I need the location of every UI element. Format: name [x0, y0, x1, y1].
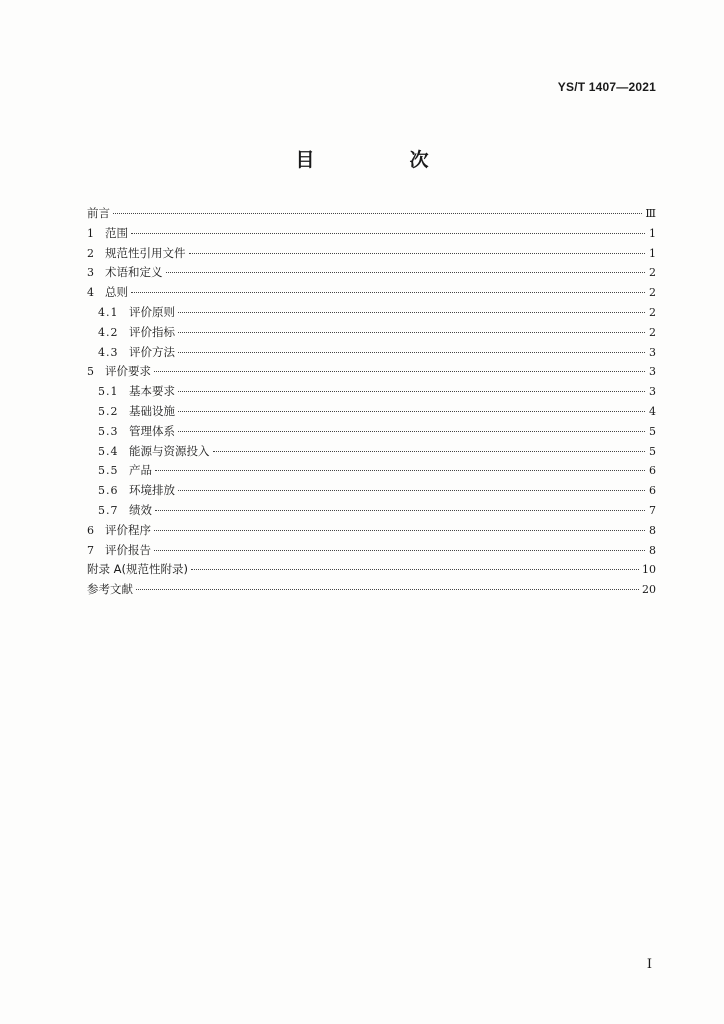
toc-entry-label: 总则: [105, 285, 128, 300]
toc-entry-page: 1: [649, 226, 656, 240]
toc-entry-page: 2: [649, 286, 656, 300]
toc-entry-label: 评价要求: [105, 364, 151, 379]
toc-entry-page: 6: [649, 464, 656, 478]
toc-entry[interactable]: [87, 224, 656, 244]
toc-entry[interactable]: [87, 501, 656, 521]
toc-entry[interactable]: [87, 303, 656, 323]
toc-entry-number: 5.7: [98, 503, 119, 517]
toc-entry-number: 4.1: [98, 305, 119, 319]
toc-leader-dots: [155, 470, 645, 471]
toc-leader-dots: [131, 233, 645, 234]
toc-entry[interactable]: [87, 481, 656, 501]
toc-leader-dots: [189, 253, 646, 254]
toc-entry-label: 前言: [87, 206, 110, 220]
toc-entry[interactable]: [87, 422, 656, 442]
toc-leader-dots: [113, 213, 642, 214]
toc-entry-page: 6: [649, 484, 656, 498]
toc-entry-label: 评价指标: [129, 324, 175, 339]
toc-entry-label: 产品: [129, 463, 152, 478]
toc-entry[interactable]: [87, 263, 656, 283]
toc-entry[interactable]: [87, 461, 656, 481]
toc-entry-page: 3: [649, 365, 656, 379]
toc-entry[interactable]: [87, 442, 656, 462]
toc-entry-label: 评价原则: [129, 304, 175, 319]
toc-entry-label: 评价程序: [105, 522, 151, 537]
toc-entry-page: Ⅲ: [645, 207, 656, 220]
toc-leader-dots: [178, 352, 645, 353]
toc-entry[interactable]: [87, 541, 656, 561]
toc-leader-dots: [191, 569, 639, 570]
toc-leader-dots: [178, 411, 645, 412]
toc-leader-dots: [154, 371, 645, 372]
toc-entry-number: 1: [87, 226, 94, 240]
toc-title: 目 次: [295, 149, 467, 171]
toc-leader-dots: [178, 490, 645, 491]
toc-entry-number: 5.6: [98, 484, 119, 498]
toc-entry-page: 2: [649, 266, 656, 280]
toc-entry-label: 范围: [105, 225, 128, 240]
toc-leader-dots: [136, 589, 639, 590]
toc-entry-number: 5.4: [98, 444, 119, 458]
toc-entry-page: 3: [649, 385, 656, 399]
standard-code: YS/T 1407—2021: [557, 80, 656, 94]
toc-leader-dots: [154, 530, 645, 531]
toc-entry-page: 3: [649, 345, 656, 359]
toc-entry-number: 5: [87, 365, 94, 379]
toc-entry-label: 参考文献: [87, 582, 133, 597]
toc-entry-label: 管理体系: [129, 423, 175, 438]
toc-entry-number: 4.3: [98, 345, 119, 359]
toc-entry-page: 8: [649, 523, 656, 537]
toc-entry-label: 绩效: [129, 502, 152, 517]
toc-entry-number: 5.2: [98, 404, 119, 418]
toc-entry-number: 3: [87, 266, 94, 280]
toc-entry-number: 4.2: [98, 325, 119, 339]
toc-entry-label: 术语和定义: [105, 265, 163, 280]
toc-entry[interactable]: [87, 402, 656, 422]
toc-entry[interactable]: [87, 343, 656, 363]
toc-entry[interactable]: [87, 580, 656, 600]
toc-entry-label: 环境排放: [129, 483, 175, 498]
toc-entry-number: 2: [87, 246, 94, 260]
toc-entry-label: 基础设施: [129, 403, 175, 418]
toc-entry-label: 附录 A(规范性附录): [87, 562, 188, 577]
toc-leader-dots: [178, 391, 645, 392]
toc-entry[interactable]: [87, 323, 656, 343]
toc-leader-dots: [178, 312, 645, 313]
toc-entry-number: 5.1: [98, 385, 119, 399]
toc-entry-page: 5: [649, 424, 656, 438]
toc-entry-page: 1: [649, 246, 656, 260]
toc-entry[interactable]: [87, 283, 656, 303]
toc-leader-dots: [178, 431, 645, 432]
toc-entry[interactable]: [87, 362, 656, 382]
toc-entry-page: 4: [649, 404, 656, 418]
toc-entry[interactable]: [87, 204, 656, 224]
toc-entry[interactable]: [87, 521, 656, 541]
toc-entry-page: 7: [649, 503, 656, 517]
toc-entry-page: 20: [642, 583, 656, 597]
toc-leader-dots: [154, 550, 645, 551]
toc-entry-page: 2: [649, 325, 656, 339]
table-of-contents: [87, 204, 656, 600]
toc-leader-dots: [155, 510, 645, 511]
toc-entry-label: 评价方法: [129, 344, 175, 359]
toc-entry-number: 5.3: [98, 424, 119, 438]
toc-leader-dots: [166, 272, 646, 273]
toc-entry[interactable]: [87, 382, 656, 402]
toc-leader-dots: [131, 292, 645, 293]
toc-entry-page: 2: [649, 305, 656, 319]
toc-leader-dots: [213, 451, 646, 452]
toc-leader-dots: [178, 332, 645, 333]
toc-entry-number: 7: [87, 543, 94, 557]
toc-entry[interactable]: [87, 244, 656, 264]
toc-entry[interactable]: [87, 560, 656, 580]
toc-entry-label: 评价报告: [105, 542, 151, 557]
toc-entry-label: 规范性引用文件: [105, 245, 186, 260]
toc-entry-page: 8: [649, 543, 656, 557]
toc-entry-page: 5: [649, 444, 656, 458]
toc-entry-label: 基本要求: [129, 384, 175, 399]
page-number: Ⅰ: [646, 957, 652, 972]
toc-entry-number: 6: [87, 523, 94, 537]
toc-entry-label: 能源与资源投入: [129, 443, 210, 458]
toc-entry-number: 4: [87, 286, 94, 300]
toc-entry-number: 5.5: [98, 464, 119, 478]
toc-entry-page: 10: [642, 563, 656, 577]
